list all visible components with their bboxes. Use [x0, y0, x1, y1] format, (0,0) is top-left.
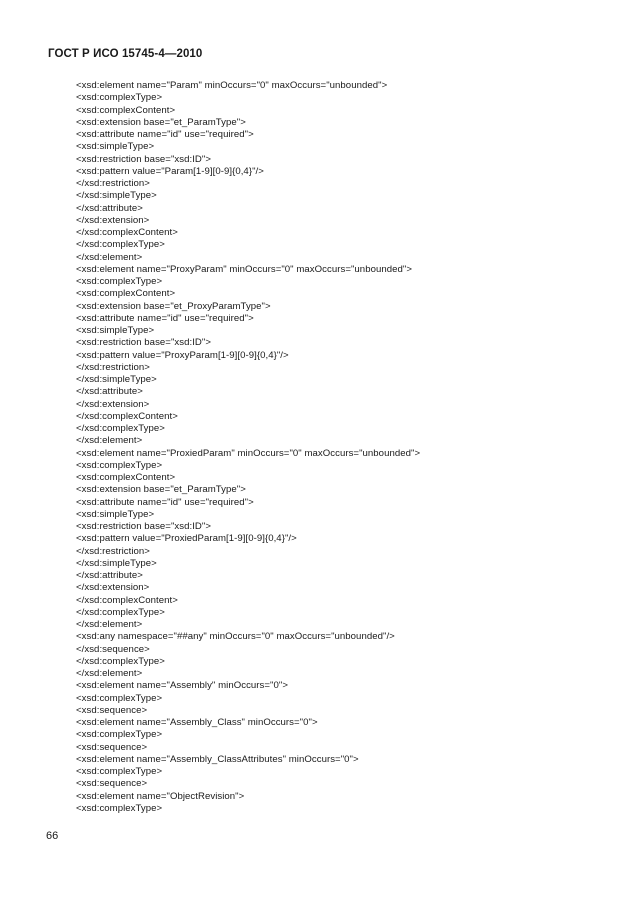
code-line: <xsd:element name="ProxyParam" minOccurs="0" maxOccurs="unbounded">	[76, 263, 413, 275]
code-line: </xsd:extension>	[76, 582, 150, 594]
code-line: </xsd:restriction>	[76, 361, 150, 373]
code-line: <xsd:element name="Assembly" minOccurs="0">	[76, 680, 288, 692]
code-line: <xsd:complexContent>	[76, 104, 176, 116]
code-line: <xsd:pattern value="ProxiedParam[1-9][0-9]{0,4}"/>	[76, 533, 297, 545]
code-line: <xsd:extension base="et_ParamType">	[76, 484, 246, 496]
code-line: </xsd:sequence>	[76, 643, 150, 655]
code-line: <xsd:element name="Param" minOccurs="0" maxOccurs="unbounded">	[76, 80, 388, 91]
code-line: <xsd:sequence>	[76, 704, 148, 716]
code-line: </xsd:complexType>	[76, 239, 165, 251]
code-line: <xsd:sequence>	[76, 778, 148, 790]
code-line: </xsd:complexType>	[76, 655, 165, 667]
code-line: </xsd:element>	[76, 619, 143, 630]
code-line: </xsd:attribute>	[76, 202, 143, 214]
code-line: </xsd:restriction>	[76, 178, 150, 189]
code-line: <xsd:complexContent>	[76, 472, 176, 483]
code-line: <xsd:attribute name="id" use="required">	[76, 129, 254, 140]
code-line: <xsd:complexContent>	[76, 288, 176, 300]
code-line: <xsd:sequence>	[76, 741, 148, 753]
code-line: <xsd:extension base="et_ParamType">	[76, 116, 246, 128]
code-line: <xsd:element name="ProxiedParam" minOccurs="0" maxOccurs="unbounded">	[76, 447, 421, 459]
code-line: <xsd:complexType>	[76, 692, 163, 704]
code-line: <xsd:restriction base="xsd:ID">	[76, 153, 212, 165]
code-line: </xsd:attribute>	[76, 570, 143, 581]
code-line: </xsd:extension>	[76, 398, 150, 410]
code-line: </xsd:restriction>	[76, 545, 150, 557]
code-line: <xsd:restriction base="xsd:ID">	[76, 337, 212, 349]
code-line: <xsd:pattern value="Param[1-9][0-9]{0,4}"/>	[76, 165, 264, 177]
xsd-code-listing	[76, 80, 420, 815]
code-line: <xsd:attribute name="id" use="required">	[76, 312, 254, 324]
code-line: </xsd:complexContent>	[76, 410, 178, 422]
code-line: </xsd:element>	[76, 251, 143, 263]
code-line: <xsd:complexType>	[76, 729, 163, 741]
code-line: <xsd:element name="ObjectRevision">	[76, 790, 245, 802]
code-line: </xsd:element>	[76, 668, 143, 679]
code-line: </xsd:complexType>	[76, 606, 165, 618]
code-line: </xsd:extension>	[76, 214, 150, 226]
code-line: </xsd:attribute>	[76, 386, 143, 398]
code-line: <xsd:restriction base="xsd:ID">	[76, 521, 212, 532]
code-line: <xsd:complexType>	[76, 766, 163, 777]
code-line: </xsd:simpleType>	[76, 190, 157, 202]
code-line: <xsd:element name="Assembly_Class" minOccurs="0">	[76, 717, 318, 728]
code-line: <xsd:any namespace="##any" minOccurs="0" maxOccurs="unbounded"/>	[76, 631, 395, 643]
code-line: </xsd:complexType>	[76, 423, 165, 434]
code-line: <xsd:attribute name="id" use="required">	[76, 496, 254, 508]
code-line: <xsd:pattern value="ProxyParam[1-9][0-9]{0,4}"/>	[76, 349, 289, 361]
code-line: </xsd:complexContent>	[76, 227, 178, 238]
code-line: <xsd:complexType>	[76, 92, 163, 104]
code-line: </xsd:element>	[76, 435, 143, 447]
code-line: <xsd:complexType>	[76, 276, 163, 287]
code-line: <xsd:simpleType>	[76, 508, 155, 520]
code-line: </xsd:simpleType>	[76, 557, 157, 569]
code-line: <xsd:complexType>	[76, 802, 163, 814]
code-line: <xsd:extension base="et_ProxyParamType">	[76, 300, 271, 312]
code-line: <xsd:simpleType>	[76, 325, 155, 336]
code-line: <xsd:simpleType>	[76, 141, 155, 153]
code-line: <xsd:element name="Assembly_ClassAttributes" minOccurs="0">	[76, 753, 359, 765]
code-line: </xsd:complexContent>	[76, 594, 178, 606]
page-header-standard-code: ГОСТ Р ИСО 15745-4—2010	[48, 48, 203, 60]
code-line: </xsd:simpleType>	[76, 374, 157, 385]
page-number: 66	[46, 830, 59, 842]
code-line: <xsd:complexType>	[76, 459, 163, 471]
